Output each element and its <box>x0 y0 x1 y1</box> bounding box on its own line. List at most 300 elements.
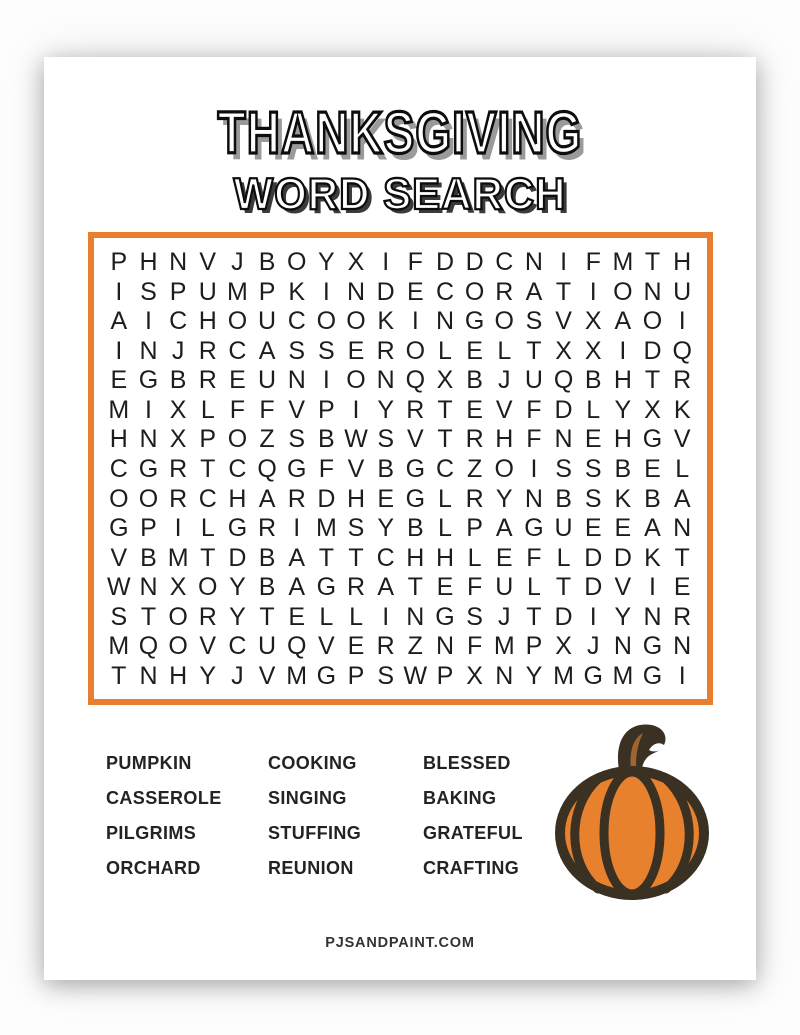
grid-letter: A <box>377 573 394 602</box>
grid-letter: P <box>525 632 543 661</box>
grid-letter: N <box>346 277 366 306</box>
grid-letter: B <box>258 573 276 602</box>
grid-letter: V <box>673 425 691 454</box>
grid-letter: Q <box>138 632 159 661</box>
grid-letter: G <box>405 484 426 513</box>
grid-letter: K <box>288 277 306 306</box>
grid-letter: B <box>644 484 661 513</box>
grid-letter: F <box>466 632 483 661</box>
grid-letter: G <box>138 454 159 483</box>
grid-letter: A <box>288 573 306 602</box>
grid-letter: X <box>584 307 602 336</box>
grid-letter: S <box>288 336 306 365</box>
grid-letter: V <box>288 395 306 424</box>
grid-letter: D <box>613 543 632 572</box>
grid-letter: E <box>584 425 602 454</box>
grid-letter: L <box>438 484 452 513</box>
grid-letter: C <box>228 632 247 661</box>
grid-letter: G <box>642 632 663 661</box>
grid-letter: K <box>673 395 691 424</box>
grid-letter: E <box>614 514 632 543</box>
grid-letter: X <box>169 573 187 602</box>
grid-letter: N <box>554 425 573 454</box>
grid-letter: R <box>376 632 395 661</box>
grid-letter: I <box>589 277 597 306</box>
grid-letter: G <box>286 454 307 483</box>
grid-letter: P <box>318 395 335 424</box>
grid-letter: B <box>377 454 394 483</box>
grid-letter: R <box>673 602 692 631</box>
grid-letter: J <box>498 366 511 395</box>
grid-letter: W <box>107 573 131 602</box>
grid-letter: Z <box>407 632 423 661</box>
grid-letter: G <box>316 661 337 690</box>
grid-letter: T <box>200 454 216 483</box>
grid-letter: A <box>644 514 661 543</box>
word-list-item: PILGRIMS <box>106 823 197 843</box>
grid-letter: U <box>258 632 277 661</box>
grid-letter: L <box>675 454 690 483</box>
grid-letter: W <box>403 661 428 690</box>
grid-letter: G <box>464 307 485 336</box>
grid-letter: P <box>169 277 187 306</box>
grid-letter: Z <box>259 425 275 454</box>
grid-letter: N <box>673 514 692 543</box>
grid-letter: C <box>435 277 454 306</box>
grid-letter: L <box>467 543 482 572</box>
grid-letter: D <box>317 484 336 513</box>
grid-letter: E <box>110 366 128 395</box>
grid-letter: F <box>526 543 542 572</box>
grid-letter: Q <box>257 454 277 483</box>
title-line-2: WORD SEARCH <box>233 169 567 219</box>
grid-letter: V <box>110 543 128 572</box>
grid-letter: D <box>376 277 395 306</box>
grid-letter: O <box>168 632 188 661</box>
grid-letter: P <box>466 514 483 543</box>
grid-letter: U <box>198 277 217 306</box>
grid-letter: F <box>318 454 334 483</box>
grid-letter: A <box>288 543 306 572</box>
grid-letter: O <box>642 307 663 336</box>
grid-letter: S <box>466 602 483 631</box>
grid-letter: J <box>586 632 600 661</box>
grid-letter: B <box>169 366 187 395</box>
grid-letter: B <box>406 514 424 543</box>
grid-letter: Y <box>318 248 335 277</box>
grid-letter: E <box>406 277 424 306</box>
grid-letter: X <box>169 425 187 454</box>
word-list-column-2 <box>268 753 361 893</box>
grid-letter: T <box>348 543 364 572</box>
grid-letter: M <box>227 277 248 306</box>
grid-letter: A <box>258 484 276 513</box>
grid-letter: Q <box>405 366 426 395</box>
grid-letter: G <box>435 602 455 631</box>
grid-letter: N <box>406 602 425 631</box>
grid-letter: R <box>465 425 484 454</box>
grid-letter: L <box>349 602 363 631</box>
grid-letter: I <box>382 602 390 631</box>
grid-letter: Q <box>286 632 307 661</box>
grid-letter: G <box>642 661 663 690</box>
grid-letter: T <box>644 366 661 395</box>
grid-letter: N <box>435 307 454 336</box>
grid-letter: Y <box>525 661 543 690</box>
grid-letter: K <box>614 484 632 513</box>
grid-letter: B <box>614 454 632 483</box>
grid-letter: R <box>346 573 366 602</box>
grid-letter: O <box>316 307 337 336</box>
grid-letter: S <box>584 484 602 513</box>
grid-letter: E <box>347 336 365 365</box>
grid-letter: E <box>644 454 661 483</box>
grid-letter: N <box>139 336 158 365</box>
grid-letter: M <box>167 543 189 572</box>
grid-letter: T <box>140 602 157 631</box>
grid-letter: C <box>198 484 217 513</box>
grid-letter: F <box>466 573 483 602</box>
grid-letter: M <box>286 661 308 690</box>
grid-letter: N <box>524 248 543 277</box>
grid-letter: O <box>494 307 514 336</box>
grid-letter: M <box>315 514 337 543</box>
word-list-item: CASSEROLE <box>106 788 222 808</box>
grid-letter: H <box>613 366 632 395</box>
grid-letter: I <box>352 395 360 424</box>
grid-letter: B <box>555 484 572 513</box>
grid-letter: T <box>318 543 334 572</box>
grid-letter: E <box>377 484 394 513</box>
grid-letter: H <box>495 425 514 454</box>
grid-letter: K <box>377 307 394 336</box>
grid-letter: R <box>376 336 395 365</box>
grid-letter: G <box>524 514 544 543</box>
grid-letter: B <box>258 543 276 572</box>
grid-letter: C <box>495 248 514 277</box>
grid-letter: E <box>466 395 483 424</box>
grid-letter: C <box>109 454 128 483</box>
grid-letter: I <box>560 248 568 277</box>
grid-letter: S <box>347 514 365 543</box>
grid-letter: Y <box>614 395 632 424</box>
grid-letter: O <box>168 602 188 631</box>
page-title <box>44 97 756 217</box>
grid-letter: K <box>644 543 661 572</box>
grid-letter: O <box>227 425 248 454</box>
grid-letter: L <box>556 543 571 572</box>
grid-letter: I <box>619 336 627 365</box>
grid-letter: V <box>555 307 572 336</box>
grid-letter: W <box>344 425 368 454</box>
grid-letter: R <box>495 277 514 306</box>
grid-letter: D <box>643 336 662 365</box>
grid-letter: O <box>494 454 514 483</box>
grid-letter: J <box>498 602 511 631</box>
grid-letter: M <box>108 632 130 661</box>
grid-letter: T <box>437 425 453 454</box>
word-list-item: COOKING <box>268 753 357 773</box>
grid-letter: C <box>228 336 247 365</box>
grid-letter: H <box>198 307 217 336</box>
grid-letter: L <box>319 602 334 631</box>
word-list-column-3 <box>423 753 523 893</box>
grid-letter: O <box>464 277 485 306</box>
grid-letter: H <box>169 661 188 690</box>
grid-letter: R <box>258 514 277 543</box>
grid-letter: X <box>555 336 572 365</box>
worksheet-page <box>44 57 756 980</box>
grid-letter: T <box>259 602 275 631</box>
word-list-item: SINGING <box>268 788 347 808</box>
grid-letter: X <box>466 661 483 690</box>
grid-letter: I <box>411 307 419 336</box>
grid-letter: Y <box>614 602 632 631</box>
grid-letter: Q <box>553 366 574 395</box>
grid-letter: H <box>406 543 425 572</box>
grid-letter: U <box>554 514 573 543</box>
grid-letter: H <box>228 484 247 513</box>
word-list-item: PUMPKIN <box>106 753 192 773</box>
grid-letter: M <box>612 661 634 690</box>
grid-letter: N <box>613 632 632 661</box>
grid-letter: D <box>465 248 484 277</box>
grid-letter: H <box>346 484 366 513</box>
grid-letter: C <box>287 307 306 336</box>
grid-letter: U <box>673 277 692 306</box>
grid-letter: F <box>229 395 246 424</box>
grid-letter: N <box>495 661 514 690</box>
grid-letter: I <box>115 336 123 365</box>
word-list-item: STUFFING <box>268 823 362 843</box>
word-list-item: CRAFTING <box>423 858 520 878</box>
grid-letter: Y <box>377 395 394 424</box>
grid-letter: P <box>199 425 217 454</box>
grid-letter: D <box>435 248 454 277</box>
grid-letter: J <box>231 248 244 277</box>
grid-letter: X <box>584 336 602 365</box>
grid-letter: R <box>198 366 217 395</box>
grid-letter: X <box>644 395 661 424</box>
grid-letter: V <box>495 395 513 424</box>
grid-letter: A <box>110 307 128 336</box>
word-list-column-1 <box>106 753 222 893</box>
grid-letter: G <box>642 425 663 454</box>
grid-letter: C <box>435 454 454 483</box>
grid-letter: C <box>228 454 247 483</box>
grid-letter: I <box>174 514 182 543</box>
grid-letter: Y <box>199 661 217 690</box>
grid-letter: Z <box>466 454 483 483</box>
grid-letter: L <box>526 573 541 602</box>
grid-letter: R <box>465 484 484 513</box>
grid-letter: I <box>293 514 301 543</box>
grid-letter: R <box>673 366 692 395</box>
grid-letter: T <box>200 543 216 572</box>
pumpkin-icon <box>542 717 722 902</box>
grid-letter: O <box>346 366 366 395</box>
grid-letter: V <box>347 454 365 483</box>
grid-letter: Y <box>495 484 513 513</box>
grid-letter: E <box>673 573 691 602</box>
grid-letter: G <box>138 366 159 395</box>
grid-letter: V <box>614 573 632 602</box>
grid-letter: H <box>109 425 128 454</box>
grid-letter: S <box>318 336 335 365</box>
grid-letter: I <box>649 573 656 602</box>
grid-letter: S <box>584 454 602 483</box>
grid-letter: F <box>585 248 601 277</box>
word-list-item: GRATEFUL <box>423 823 523 843</box>
grid-letter: L <box>200 514 215 543</box>
grid-letter: Y <box>229 573 246 602</box>
grid-letter: S <box>288 425 306 454</box>
grid-letter: X <box>436 366 454 395</box>
word-list-item: BLESSED <box>423 753 511 773</box>
grid-letter: E <box>466 336 483 365</box>
grid-letter: M <box>108 395 130 424</box>
grid-letter: I <box>530 454 538 483</box>
grid-letter: N <box>643 602 662 631</box>
grid-letter: D <box>554 395 573 424</box>
grid-letter: G <box>316 573 337 602</box>
grid-letter: N <box>287 366 306 395</box>
grid-letter: H <box>613 425 632 454</box>
grid-letter: N <box>139 573 158 602</box>
grid-letter: L <box>438 514 452 543</box>
word-list-item: REUNION <box>268 858 354 878</box>
grid-letter: O <box>109 484 129 513</box>
grid-letter: I <box>589 602 597 631</box>
grid-letter: A <box>258 336 276 365</box>
grid-letter: N <box>139 425 158 454</box>
grid-letter: O <box>405 336 426 365</box>
grid-letter: I <box>382 248 390 277</box>
grid-letter: E <box>229 366 246 395</box>
grid-letter: T <box>407 573 423 602</box>
grid-letter: I <box>322 277 330 306</box>
grid-letter: D <box>554 602 573 631</box>
grid-letter: E <box>436 573 454 602</box>
grid-letter: S <box>110 602 128 631</box>
grid-letter: S <box>525 307 543 336</box>
grid-letter: B <box>140 543 157 572</box>
grid-letter: X <box>169 395 187 424</box>
grid-letter: B <box>584 366 602 395</box>
grid-letter: R <box>406 395 425 424</box>
grid-letter: I <box>678 661 686 690</box>
grid-letter: V <box>258 661 276 690</box>
grid-letter: M <box>493 632 515 661</box>
grid-letter: L <box>586 395 601 424</box>
grid-letter: T <box>644 248 661 277</box>
grid-letter: O <box>198 573 218 602</box>
grid-letter: B <box>258 248 276 277</box>
grid-letter: F <box>407 248 423 277</box>
grid-letter: H <box>435 543 454 572</box>
grid-letter: D <box>584 573 603 602</box>
grid-letter: P <box>110 248 128 277</box>
grid-letter: E <box>347 632 365 661</box>
footer-url: PJSANDPAINT.COM <box>325 935 475 951</box>
grid-letter: G <box>227 514 248 543</box>
grid-letter: N <box>169 248 188 277</box>
grid-letter: N <box>376 366 395 395</box>
grid-letter: S <box>140 277 157 306</box>
grid-letter: E <box>288 602 306 631</box>
grid-letter: T <box>526 336 542 365</box>
grid-letter: N <box>139 661 158 690</box>
grid-letter: T <box>111 661 127 690</box>
grid-letter: U <box>258 366 277 395</box>
grid-letter: O <box>227 307 248 336</box>
grid-letter: J <box>171 336 185 365</box>
grid-letter: T <box>526 602 542 631</box>
grid-letter: I <box>144 307 152 336</box>
title-line-1: THANKSGIVING <box>217 98 583 166</box>
grid-letter: G <box>109 514 129 543</box>
grid-letter: I <box>144 395 152 424</box>
grid-letter: H <box>139 248 158 277</box>
word-search-grid <box>104 248 697 691</box>
grid-letter: H <box>673 248 692 277</box>
grid-letter: U <box>495 573 514 602</box>
grid-letter: T <box>437 395 453 424</box>
word-list-item: BAKING <box>423 788 497 808</box>
grid-letter: R <box>198 602 217 631</box>
grid-letter: N <box>435 632 454 661</box>
grid-letter: L <box>497 336 512 365</box>
grid-letter: E <box>495 543 513 572</box>
grid-letter: Y <box>377 514 394 543</box>
grid-letter: A <box>525 277 543 306</box>
grid-letter: R <box>169 484 188 513</box>
grid-letter: M <box>612 248 634 277</box>
grid-letter: X <box>555 632 572 661</box>
grid-letter: O <box>613 277 633 306</box>
grid-letter: D <box>228 543 247 572</box>
grid-letter: A <box>673 484 691 513</box>
grid-letter: G <box>583 661 603 690</box>
grid-letter: A <box>614 307 632 336</box>
grid-letter: L <box>200 395 215 424</box>
grid-letter: V <box>406 425 424 454</box>
grid-letter: Y <box>229 602 246 631</box>
grid-letter: E <box>584 514 602 543</box>
grid-letter: O <box>286 248 307 277</box>
grid-letter: V <box>199 248 217 277</box>
grid-letter: P <box>140 514 157 543</box>
grid-letter: C <box>169 307 188 336</box>
grid-letter: T <box>555 573 572 602</box>
grid-letter: F <box>526 425 542 454</box>
word-search-grid-frame <box>88 232 713 705</box>
grid-letter: V <box>199 632 217 661</box>
grid-letter: N <box>673 632 692 661</box>
grid-letter: X <box>347 248 365 277</box>
grid-letter: R <box>287 484 306 513</box>
grid-letter: N <box>643 277 662 306</box>
grid-letter: O <box>138 484 159 513</box>
grid-letter: O <box>346 307 366 336</box>
grid-letter: S <box>555 454 572 483</box>
grid-letter: I <box>678 307 686 336</box>
grid-letter: N <box>524 484 543 513</box>
grid-letter: L <box>438 336 452 365</box>
grid-letter: S <box>377 661 394 690</box>
grid-letter: F <box>259 395 275 424</box>
grid-letter: I <box>115 277 123 306</box>
